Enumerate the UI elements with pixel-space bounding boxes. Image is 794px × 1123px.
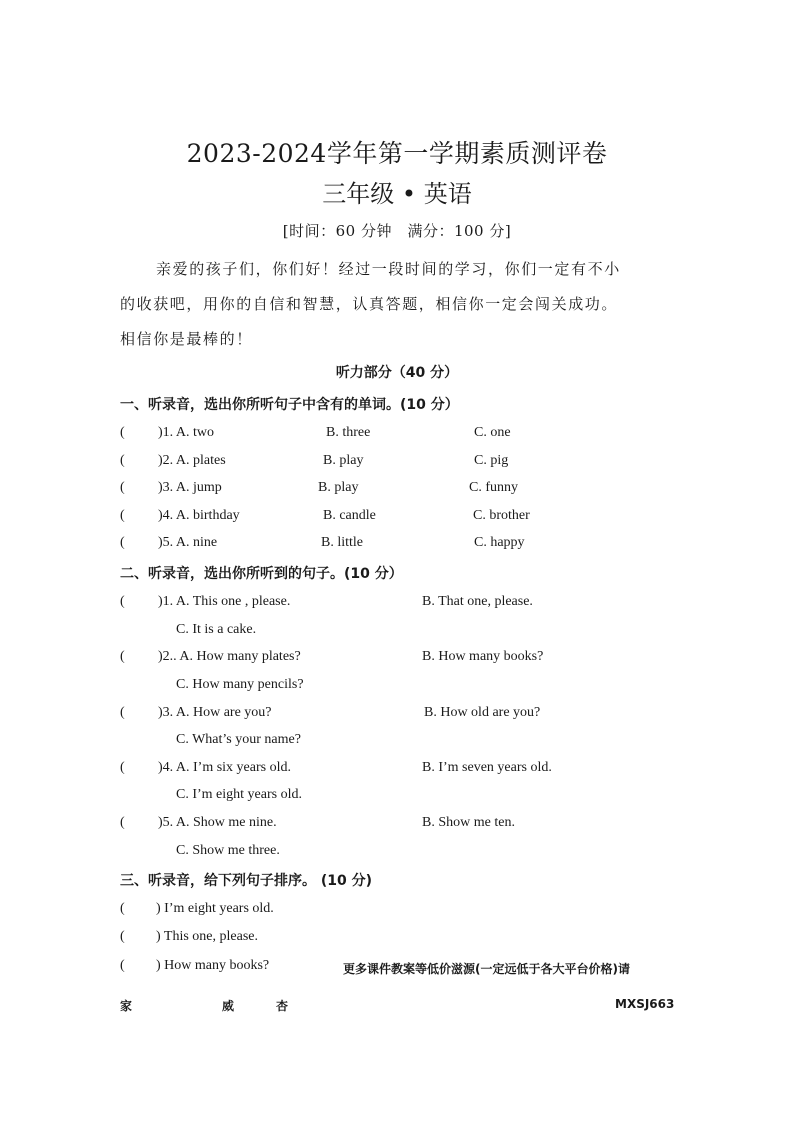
answer-paren[interactable]: (	[120, 901, 125, 916]
option-a: )4. A. I’m six years old.	[158, 760, 291, 775]
answer-paren[interactable]: (	[120, 425, 125, 440]
option-a: )3. A. jump	[158, 480, 222, 495]
option-b: B. little	[321, 535, 363, 550]
answer-paren[interactable]: (	[120, 649, 125, 664]
answer-paren[interactable]: (	[120, 958, 125, 973]
answer-paren[interactable]: (	[120, 760, 125, 775]
sentence: ) How many books?	[156, 958, 270, 973]
option-c: C. It is a cake.	[176, 622, 257, 637]
option-b: B. candle	[323, 508, 376, 523]
section-3-heading: 三、听录音，给下列句子排序。 (10 分)	[120, 873, 373, 889]
option-c: C. I’m eight years old.	[176, 787, 302, 802]
option-c: C. happy	[474, 535, 525, 550]
option-b: B. How old are you?	[424, 705, 541, 720]
exam-subtitle: 三年级 • 英语	[322, 180, 472, 208]
intro-line-2: 的收获吧，用你的自信和智慧，认真答题，相信你一定会闯关成功。	[120, 295, 619, 313]
option-a: )2. A. plates	[158, 453, 226, 468]
option-b: B. That one, please.	[422, 594, 533, 609]
answer-paren[interactable]: (	[120, 453, 125, 468]
listening-part-title: 听力部分（40 分）	[335, 365, 459, 381]
option-a: )2.. A. How many plates?	[158, 649, 301, 664]
answer-paren[interactable]: (	[120, 480, 125, 495]
option-b: B. play	[323, 453, 364, 468]
option-a: )5. A. nine	[158, 535, 218, 550]
option-a: )1. A. two	[158, 425, 214, 440]
option-c: C. What’s your name?	[176, 732, 301, 747]
option-b: B. play	[318, 480, 359, 495]
promo-char-2: 威	[222, 999, 235, 1013]
option-c: C. Show me three.	[176, 843, 280, 858]
option-c: C. How many pencils?	[176, 677, 304, 692]
answer-paren[interactable]: (	[120, 535, 125, 550]
sentence: ) This one, please.	[156, 929, 258, 944]
option-b: B. I’m seven years old.	[422, 760, 552, 775]
answer-paren[interactable]: (	[120, 594, 125, 609]
option-a: )5. A. Show me nine.	[158, 815, 277, 830]
answer-paren[interactable]: (	[120, 705, 125, 720]
promo-char-1: 家	[120, 999, 133, 1013]
option-b: B. How many books?	[422, 649, 544, 664]
option-a: )4. A. birthday	[158, 508, 240, 523]
exam-title: 2023-2024学年第一学期素质测评卷	[186, 139, 608, 168]
option-c: C. one	[474, 425, 511, 440]
exam-time-score: [时间：60 分钟 满分：100 分]	[282, 222, 512, 240]
option-b: B. three	[326, 425, 371, 440]
promo-text: 更多课件教案等低价滋源(一定远低于各大平台价格)请	[343, 962, 630, 976]
answer-paren[interactable]: (	[120, 929, 125, 944]
option-a: )1. A. This one , please.	[158, 594, 291, 609]
answer-paren[interactable]: (	[120, 508, 125, 523]
promo-code: MXSJ663	[615, 997, 675, 1011]
option-a: )3. A. How are you?	[158, 705, 272, 720]
option-c: C. funny	[469, 480, 518, 495]
option-c: C. brother	[473, 508, 530, 523]
sentence: ) I’m eight years old.	[156, 901, 274, 916]
intro-line-3: 相信你是最棒的！	[120, 330, 253, 348]
answer-paren[interactable]: (	[120, 815, 125, 830]
option-c: C. pig	[474, 453, 509, 468]
promo-char-3: 杏	[276, 999, 289, 1013]
option-b: B. Show me ten.	[422, 815, 515, 830]
section-1-heading: 一、听录音，选出你所听句子中含有的单词。(10 分）	[120, 397, 459, 413]
section-2-heading: 二、听录音，选出你所听到的句子。(10 分）	[120, 566, 403, 582]
intro-line-1: 亲爱的孩子们，你们好！经过一段时间的学习，你们一定有不小	[156, 260, 621, 278]
